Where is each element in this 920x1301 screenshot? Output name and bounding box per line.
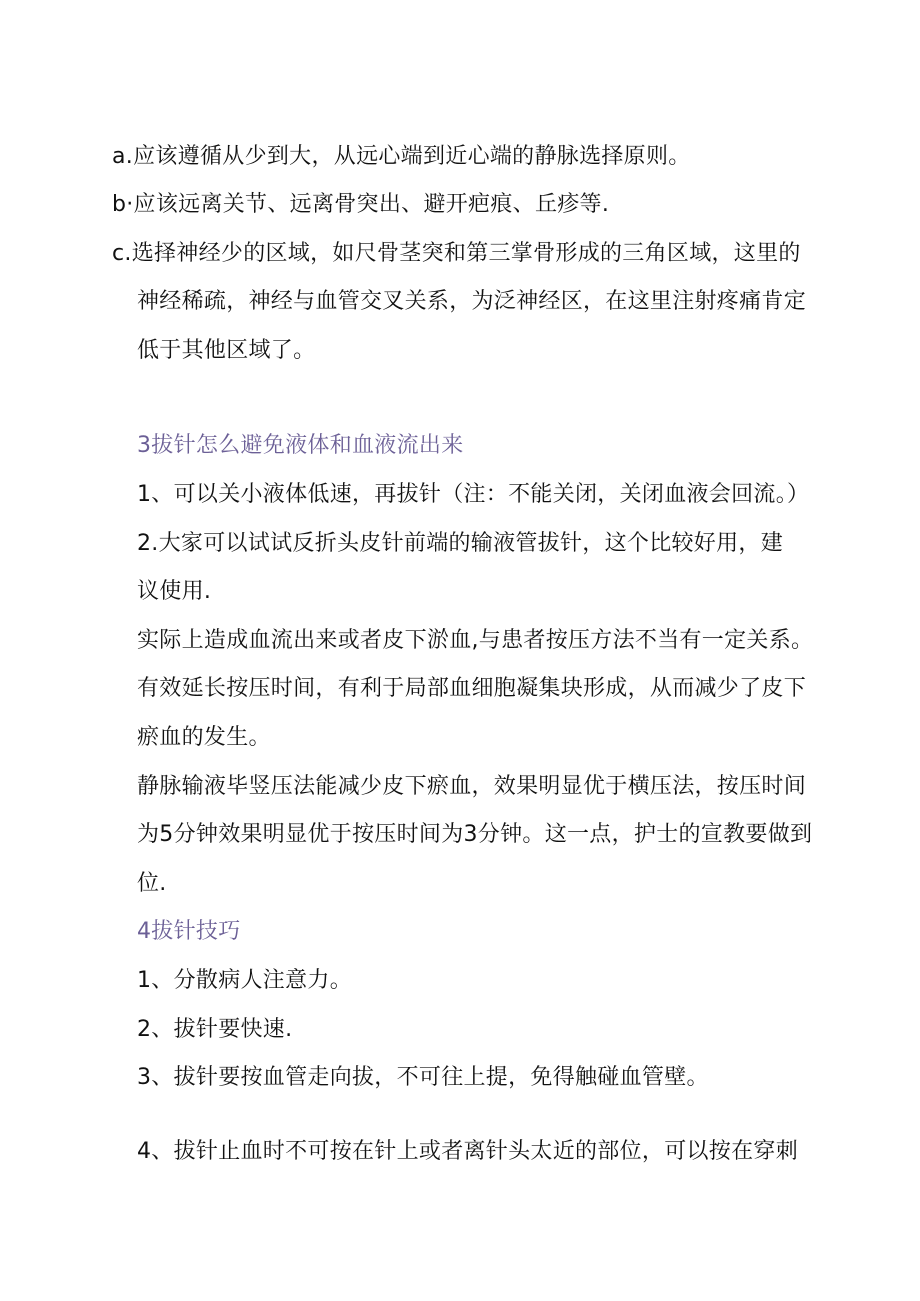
text-line: 1、可以关小液体低速，再拔针（注：不能关闭，关闭血液会回流。）	[137, 482, 810, 507]
text-line: 为5分钟效果明显优于按压时间为3分钟。这一点，护士的宣教要做到	[137, 822, 813, 847]
text-line: 4、拔针止血时不可按在针上或者离针头太近的部位，可以按在穿刺	[137, 1139, 798, 1164]
text-line: c.选择神经少的区域，如尺骨茎突和第三掌骨形成的三角区域，这里的	[112, 241, 801, 266]
text-line: 低于其他区域了。	[137, 338, 316, 363]
text-line: 有效延长按压时间，有利于局部血细胞凝集块形成，从而减少了皮下	[137, 676, 807, 701]
text-line: 位.	[137, 871, 167, 896]
text-line: 静脉输液毕竖压法能减少皮下瘀血，效果明显优于横压法，按压时间	[137, 774, 807, 799]
text-line: 实际上造成血流出来或者皮下淤血,与患者按压方法不当有一定关系。	[137, 628, 814, 653]
text-line: 3、拔针要按血管走向拔，不可往上提，免得触碰血管壁。	[137, 1065, 709, 1090]
section-heading: 3拔针怎么避免液体和血液流出来	[137, 433, 464, 458]
text-line: a.应该遵循从少到大，从远心端到近心端的静脉选择原则。	[112, 144, 691, 169]
text-line: 议使用.	[137, 579, 212, 604]
section-heading: 4拔针技巧	[137, 919, 241, 944]
text-line: 神经稀疏，神经与血管交叉关系，为泛神经区，在这里注射疼痛肯定	[137, 289, 807, 314]
text-line: 瘀血的发生。	[137, 725, 271, 750]
text-line: 2.大家可以试试反折头皮针前端的输液管拔针，这个比较好用，建	[137, 531, 783, 556]
text-line: 2、拔针要快速.	[137, 1017, 293, 1042]
text-line: 1、分散病人注意力。	[137, 968, 352, 993]
text-line: b·应该远离关节、远离骨突出、避开疤痕、丘疹等.	[112, 192, 610, 217]
